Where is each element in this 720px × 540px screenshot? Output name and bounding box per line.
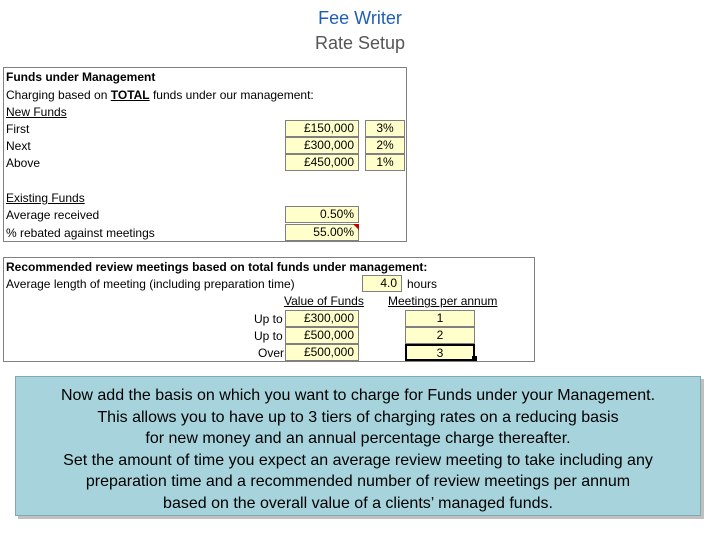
band-value-input[interactable]: £500,000 <box>285 327 359 344</box>
tier-amount-input[interactable]: £450,000 <box>285 154 359 171</box>
note-line: Now add the basis on which you want to charge for Funds under your Management. <box>60 387 656 404</box>
new-funds-label: New Funds <box>6 105 67 119</box>
avg-length-label: Average length of meeting (including preparation time) <box>6 277 295 291</box>
tier-rate-input[interactable]: 3% <box>365 120 405 137</box>
tier-amount-input[interactable]: £300,000 <box>285 137 359 154</box>
tier-label: Next <box>6 139 31 153</box>
tier-label: Above <box>6 156 41 170</box>
tier-rate-input[interactable]: 1% <box>365 154 405 171</box>
charging-suffix: funds under our management: <box>149 88 314 102</box>
band-meetings-input[interactable]: 2 <box>405 327 475 344</box>
note-line: This allows you to have up to 3 tiers of charging rates on a reducing basis <box>97 408 619 426</box>
note-line: Set the amount of time you expect an average review meeting to take including any <box>63 451 653 469</box>
rebated-input[interactable]: 55.00% <box>285 224 359 241</box>
band-meetings-input-selected[interactable]: 3 <box>405 344 475 361</box>
value-column-header: Value of Funds <box>284 294 364 308</box>
average-received-label: Average received <box>6 208 100 222</box>
charging-prefix: Charging based on <box>6 88 111 102</box>
avg-length-input[interactable]: 4.0 <box>362 275 402 292</box>
band-label: Over <box>258 346 285 360</box>
tier-label: First <box>6 122 30 136</box>
tier-rate-input[interactable]: 2% <box>365 137 405 154</box>
band-label: Up to <box>254 312 283 326</box>
band-value-input[interactable]: £500,000 <box>285 344 359 361</box>
meetings-heading: Recommended review meetings based on total funds under management: <box>6 260 428 274</box>
funds-under-management-panel <box>3 67 407 242</box>
average-received-input[interactable]: 0.50% <box>285 206 359 223</box>
note-line: preparation time and a recommended number of review meetings per annum <box>85 473 631 490</box>
existing-funds-label: Existing Funds <box>6 191 85 205</box>
band-value-input[interactable]: £300,000 <box>285 310 359 327</box>
charging-basis-text <box>6 88 314 102</box>
band-label: Up to <box>254 329 283 343</box>
band-meetings-input[interactable]: 1 <box>405 310 475 327</box>
tier-amount-input[interactable]: £150,000 <box>285 120 359 137</box>
avg-length-unit: hours <box>407 277 438 291</box>
charging-emphasis: TOTAL <box>110 88 150 102</box>
app-title: Fee Writer <box>318 8 402 28</box>
comment-marker-icon[interactable] <box>353 224 359 230</box>
funds-heading: Funds under Management <box>6 70 156 84</box>
note-line: for new money and an annual percentage charge thereafter. <box>145 430 571 447</box>
review-meetings-panel <box>3 257 535 362</box>
note-line: based on the overall value of a clients’ managed funds. <box>163 494 553 512</box>
meetings-column-header: Meetings per annum <box>388 294 498 308</box>
fill-handle[interactable] <box>472 356 477 361</box>
page-subtitle: Rate Setup <box>314 33 406 53</box>
instruction-note <box>15 376 701 516</box>
rebated-label: % rebated against meetings <box>6 226 155 240</box>
